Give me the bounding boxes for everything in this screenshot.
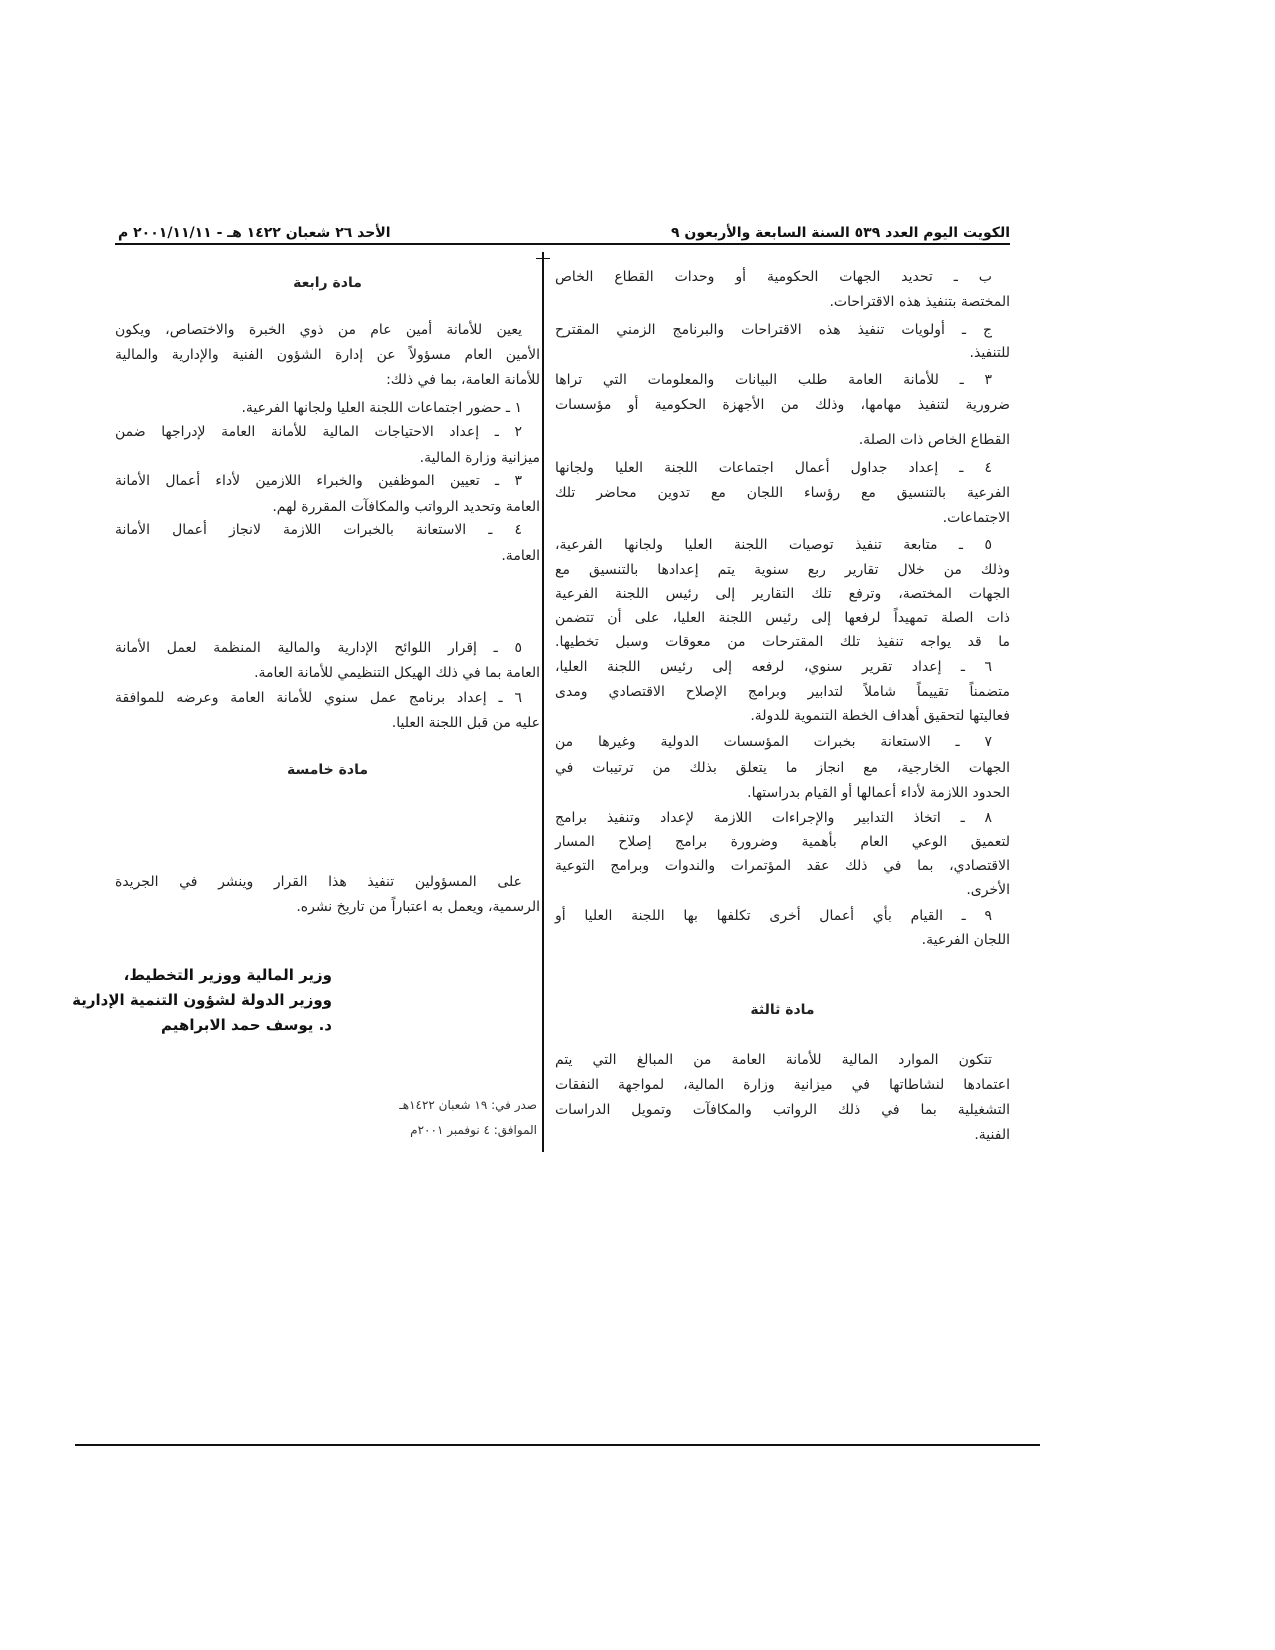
text-line: الجهات المختصة، وترفع تلك التقارير إلى رئيس اللجنة الفرعية	[555, 586, 1010, 602]
text-line: الأخرى.	[966, 882, 1010, 898]
article-heading: مادة رابعة	[293, 275, 362, 291]
text-line: ٦ ـ إعداد تقرير سنوي، لرفعه إلى رئيس اللجنة العليا،	[555, 659, 992, 675]
text-line: ٢ ـ إعداد الاحتياجات المالية للأمانة العامة لإدراجها ضمن	[115, 424, 522, 440]
text-line: تتكون الموارد المالية للأمانة العامة من المبالغ التي يتم	[555, 1052, 992, 1068]
text-line: ٦ ـ إعداد برنامج عمل سنوي للأمانة العامة وعرضه للموافقة	[115, 690, 522, 706]
text-line: العامة وتحديد الرواتب والمكافآت المقررة لهم.	[272, 499, 540, 515]
text-line: عليه من قبل اللجنة العليا.	[391, 715, 540, 731]
text-line: اعتمادها لنشاطاتها في ميزانية وزارة المالية، لمواجهة النفقات	[555, 1077, 1010, 1093]
header-rule	[115, 243, 1010, 245]
text-line: العامة.	[501, 548, 540, 564]
text-line: المختصة بتنفيذ هذه الاقتراحات.	[829, 294, 1010, 310]
text-line: للتنفيذ.	[969, 345, 1010, 361]
text-line: ٤ ـ الاستعانة بالخبرات اللازمة لانجاز أعمال الأمانة	[115, 522, 522, 538]
text-line: ٣ ـ تعيين الموظفين والخبراء اللازمين لأداء أعمال الأمانة	[115, 473, 522, 489]
text-line: ٥ ـ متابعة تنفيذ توصيات اللجنة العليا ولجانها الفرعية،	[555, 537, 992, 553]
text-line: الجهات الخارجية، مع انجاز ما يتعلق بذلك من ترتيبات في	[555, 760, 1010, 776]
text-line: فعاليتها لتحقيق أهداف الخطة التنموية للدولة.	[750, 708, 1010, 724]
text-line: على المسؤولين تنفيذ هذا القرار وينشر في الجريدة	[115, 874, 522, 890]
text-line: العامة بما في ذلك الهيكل التنظيمي للأمانة العامة.	[254, 665, 540, 681]
text-line: ما قد يواجه تنفيذ تلك المقترحات من معوقات وسبل تخطيها.	[555, 634, 1010, 650]
text-line: ٣ ـ للأمانة العامة طلب البيانات والمعلومات التي تراها	[555, 372, 992, 388]
publication-header: الكويت اليوم العدد ٥٣٩ السنة السابعة والأربعون ٩	[671, 225, 1010, 241]
issued-date-hijri: صدر في: ١٩ شعبان ١٤٢٢هـ	[399, 1098, 537, 1112]
text-line: ٩ ـ القيام بأي أعمال أخرى تكلفها بها اللجنة العليا أو	[555, 908, 992, 924]
text-line: وذلك من خلال تقارير ربع سنوية يتم إعدادها بالتنسيق مع	[555, 562, 1010, 578]
text-line: التشغيلية بما في ذلك الرواتب والمكافآت وتمويل الدراسات	[555, 1102, 1010, 1118]
article-heading: مادة ثالثة	[750, 1002, 815, 1018]
column-divider	[542, 252, 544, 1152]
text-line: الحدود اللازمة لأداء أعمالها أو القيام بدراستها.	[747, 785, 1010, 801]
article-heading: مادة خامسة	[287, 762, 368, 778]
text-line: ضرورية لتنفيذ مهامها، وذلك من الأجهزة الحكومية أو مؤسسات	[555, 397, 1010, 413]
text-line: لتعميق الوعي العام بأهمية وضرورة برامج إصلاح المسار	[555, 834, 1010, 850]
text-line: ميزانية وزارة المالية.	[419, 450, 540, 466]
text-line: ذات الصلة تمهيداً لرفعها إلى رئيس اللجنة العليا، على أن تتضمن	[555, 610, 1010, 626]
text-line: ٤ ـ إعداد جداول أعمال اجتماعات اللجنة العليا ولجانها	[555, 460, 992, 476]
text-line: الرسمية، ويعمل به اعتباراً من تاريخ نشره.	[296, 899, 540, 915]
text-line: متضمناً تقييماً شاملاً لتدابير وبرامج الإصلاح الاقتصادي ومدى	[555, 684, 1010, 700]
issue-date: الأحد ٢٦ شعبان ١٤٢٢ هـ - ٢٠٠١/١١/١١ م	[118, 225, 391, 241]
text-line: ٧ ـ الاستعانة بخبرات المؤسسات الدولية وغيرها من	[555, 734, 992, 750]
text-line: للأمانة العامة، بما في ذلك:	[386, 372, 540, 388]
text-line: ٥ ـ إقرار اللوائح الإدارية والمالية المنظمة لعمل الأمانة	[115, 640, 522, 656]
text-line: يعين للأمانة أمين عام من ذوي الخبرة والاختصاص، ويكون	[115, 322, 522, 338]
text-line: القطاع الخاص ذات الصلة.	[858, 432, 1010, 448]
text-line: ج ـ أولويات تنفيذ هذه الاقتراحات والبرنامج الزمني المقترح	[555, 322, 992, 338]
text-line: الفنية.	[974, 1127, 1010, 1143]
text-line: الأمين العام مسؤولاً عن إدارة الشؤون الفنية والإدارية والمالية	[115, 347, 540, 363]
divider-tick	[536, 258, 550, 259]
issued-date-gregorian: الموافق: ٤ نوفمبر ٢٠٠١م	[410, 1123, 537, 1137]
signatory-name: د. يوسف حمد الابراهيم	[161, 1016, 332, 1034]
signatory-title: ووزير الدولة لشؤون التنمية الإدارية	[72, 991, 332, 1009]
text-line: ب ـ تحديد الجهات الحكومية أو وحدات القطاع الخاص	[555, 269, 992, 285]
text-line: ٨ ـ اتخاذ التدابير والإجراءات اللازمة لإعداد وتنفيذ برامج	[555, 810, 992, 826]
footer-rule	[75, 1444, 1040, 1446]
text-line: الفرعية بالتنسيق مع رؤساء اللجان مع تدوين محاضر تلك	[555, 485, 1010, 501]
text-line: اللجان الفرعية.	[921, 932, 1010, 948]
text-line: ١ ـ حضور اجتماعات اللجنة العليا ولجانها الفرعية.	[241, 400, 522, 416]
signatory-title: وزير المالية ووزير التخطيط،	[123, 966, 332, 984]
text-line: الاجتماعات.	[942, 510, 1010, 526]
text-line: الاقتصادي، بما في ذلك عقد المؤتمرات والندوات وبرامج التوعية	[555, 858, 1010, 874]
